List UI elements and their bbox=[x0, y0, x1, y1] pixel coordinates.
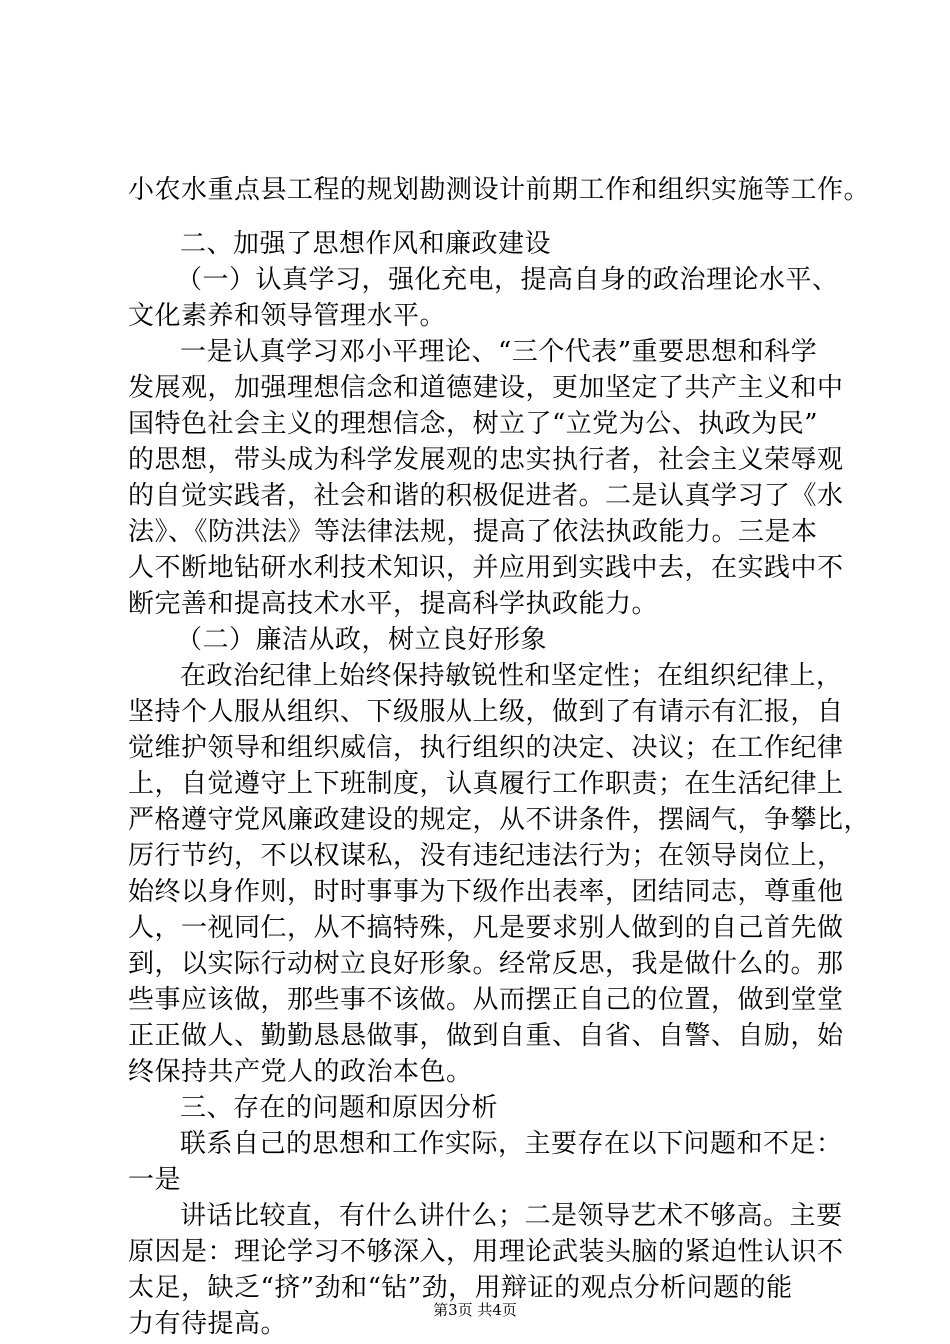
page-number-footer: 第3页 共4页 bbox=[433, 1301, 517, 1319]
body-line: 力有待提高。 bbox=[128, 1309, 288, 1339]
body-line: 发展观，加强理想信念和道德建设，更加坚定了共产主义和中 bbox=[128, 373, 844, 403]
body-line: 的自觉实践者，社会和谐的积极促进者。二是认真学习了《水 bbox=[128, 481, 844, 511]
body-line: 小农水重点县工程的规划勘测设计前期工作和组织实施等工作。 bbox=[128, 175, 871, 205]
body-line: 些事应该做，那些事不该做。从而摆正自己的位置，做到堂堂 bbox=[128, 985, 844, 1015]
body-line: 的思想，带头成为科学发展观的忠实执行者，社会主义荣辱观 bbox=[128, 445, 844, 475]
body-line: 太足，缺乏“挤”劲和“钻”劲，用辩证的观点分析问题的能 bbox=[128, 1273, 793, 1303]
body-line: 厉行节约，不以权谋私，没有违纪违法行为；在领导岗位上， bbox=[128, 841, 844, 871]
body-line: 坚持个人服从组织、下级服从上级，做到了有请示有汇报，自 bbox=[128, 697, 844, 727]
body-line: 联系自己的思想和工作实际，主要存在以下问题和不足： bbox=[180, 1129, 843, 1159]
body-line: 一是 bbox=[128, 1165, 182, 1195]
subsection-heading: （二）廉洁从政，树立良好形象 bbox=[176, 625, 548, 655]
section-heading: 三、存在的问题和原因分析 bbox=[180, 1093, 499, 1123]
body-line: 正正做人、勤勤恳恳做事，做到自重、自省、自警、自励，始 bbox=[128, 1021, 844, 1051]
body-line: 国特色社会主义的理想信念，树立了“立党为公、执政为民” bbox=[128, 409, 819, 439]
section-heading: 二、加强了思想作风和廉政建设 bbox=[180, 229, 552, 259]
body-line: 觉维护领导和组织威信，执行组织的决定、决议；在工作纪律 bbox=[128, 733, 844, 763]
body-line: 断完善和提高技术水平，提高科学执政能力。 bbox=[128, 589, 659, 619]
body-line: 原因是：理论学习不够深入，用理论武装头脑的紧迫性认识不 bbox=[128, 1237, 844, 1267]
body-line: 人，一视同仁，从不搞特殊，凡是要求别人做到的自己首先做 bbox=[128, 913, 844, 943]
body-line: 到，以实际行动树立良好形象。经常反思，我是做什么的。那 bbox=[128, 949, 844, 979]
body-line: 讲话比较直，有什么讲什么；二是领导艺术不够高。主要 bbox=[180, 1201, 843, 1231]
subsection-heading: （一）认真学习，强化充电，提高自身的政治理论水平、 bbox=[176, 265, 839, 295]
body-line: 法》、《防洪法》等法律法规，提高了依法执政能力。三是本 bbox=[128, 517, 818, 547]
body-line: 严格遵守党风廉政建设的规定，从不讲条件，摆阔气，争攀比， bbox=[128, 805, 871, 835]
body-line: 一是认真学习邓小平理论、“三个代表”重要思想和科学 bbox=[180, 337, 818, 367]
body-line: 始终以身作则，时时事事为下级作出表率，团结同志，尊重他 bbox=[128, 877, 844, 907]
body-line: 上，自觉遵守上下班制度，认真履行工作职责；在生活纪律上 bbox=[128, 769, 844, 799]
subsection-heading: 文化素养和领导管理水平。 bbox=[128, 301, 447, 331]
body-line: 人不断地钻研水利技术知识，并应用到实践中去，在实践中不 bbox=[128, 553, 844, 583]
body-line: 终保持共产党人的政治本色。 bbox=[128, 1057, 473, 1087]
body-line: 在政治纪律上始终保持敏锐性和坚定性；在组织纪律上， bbox=[180, 661, 843, 691]
